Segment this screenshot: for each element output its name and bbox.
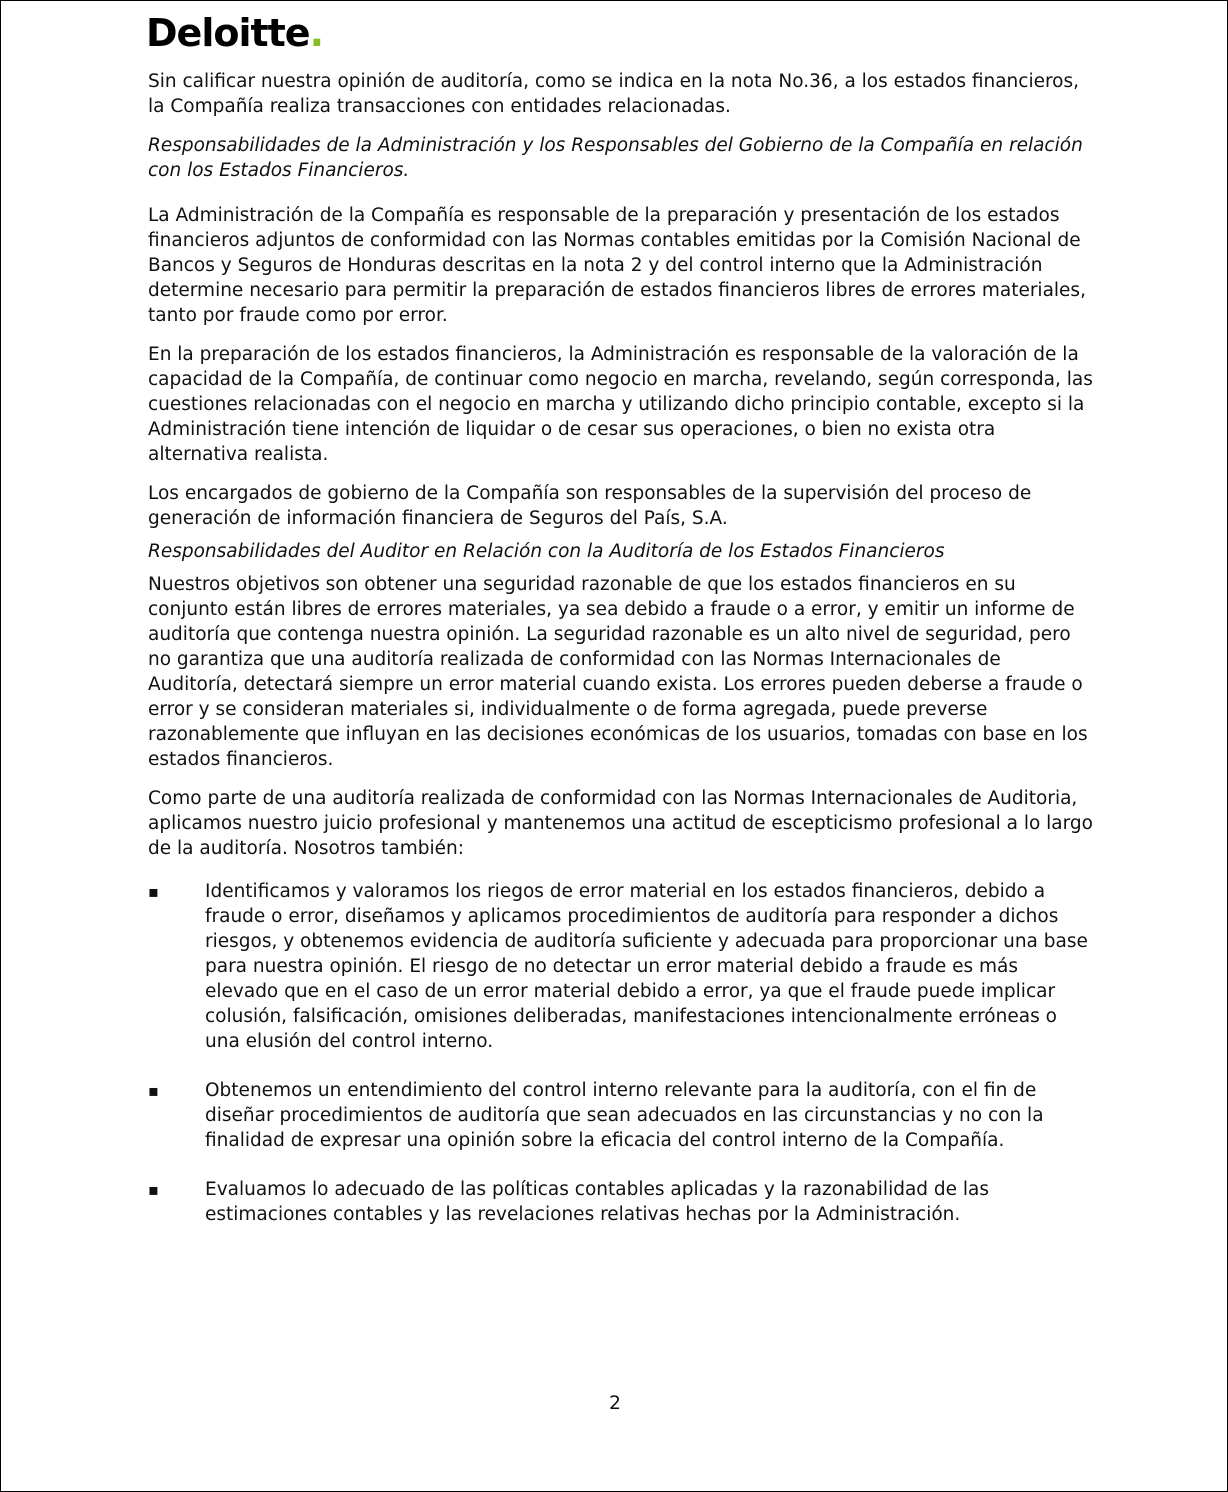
section-heading-auditor-responsibilities: Responsabilidades del Auditor en Relación con la Auditoría de los Estados Financieros — [148, 541, 945, 562]
deloitte-logo — [146, 9, 323, 57]
list-item-text: Obtenemos un entendimiento del control interno relevante para la auditoría, con el fin de diseñar procedimientos de auditoría que sean adecuados en las circunstancias y no con la finalidad de expresar una opinión sobre la eficacia del control interno de la Compañía. — [205, 1080, 1044, 1151]
logo-text: Deloitte — [146, 11, 310, 55]
document-body — [148, 69, 1093, 1251]
paragraph-professional-judgment: Como parte de una auditoría realizada de conformidad con las Normas Internacionales de Auditoria, aplicamos nuestro juicio profesional y mantenemos una actitud de escepticismo profesional a lo largo de la auditoría. Nosotros también: — [148, 788, 1093, 859]
list-item — [148, 879, 1093, 1054]
paragraph-governance: Los encargados de gobierno de la Compañía son responsables de la supervisión del proceso de generación de información financiera de Seguros del País, S.A. — [148, 483, 1032, 529]
bullet-marker: ▪ — [148, 882, 159, 901]
paragraph-objectives: Nuestros objetivos son obtener una seguridad razonable de que los estados financieros en su conjunto están libres de errores materiales, ya sea debido a fraude o a error, y emitir un informe de auditoría que contenga nuestra opinión. La seguridad razonable es un alto nivel de seguridad, pero no garantiza que una auditoría realizada de conformidad con las Normas Internacionales de Auditoría, detectará siempre un error material cuando exista. Los errores pueden deberse a fraude o error y se consideran materiales si, individualmente o de forma agregada, puede preverse razonablemente que influyan en las decisiones económicas de los usuarios, tomadas con base en los estados financieros. — [148, 574, 1088, 770]
bullet-marker: ▪ — [148, 1081, 159, 1100]
audit-procedures-list — [148, 879, 1093, 1227]
list-item — [148, 1078, 1093, 1153]
paragraph-going-concern: En la preparación de los estados financieros, la Administración es responsable de la valoración de la capacidad de la Compañía, de continuar como negocio en marcha, revelando, según corresponda, las cuestiones relacionadas con el negocio en marcha y utilizando dicho principio contable, excepto si la Administración tiene intención de liquidar o de cesar sus operaciones, o bien no exista otra alternativa realista. — [148, 344, 1093, 465]
list-item-text: Evaluamos lo adecuado de las políticas contables aplicadas y la razonabilidad de las estimaciones contables y las revelaciones relativas hechas por la Administración. — [205, 1179, 990, 1225]
list-item — [148, 1177, 1093, 1227]
page-number: 2 — [609, 1393, 621, 1414]
paragraph-related-entities: Sin calificar nuestra opinión de auditoría, como se indica en la nota No.36, a los estados financieros, la Compañía realiza transacciones con entidades relacionadas. — [148, 71, 1080, 117]
list-item-text: Identificamos y valoramos los riegos de error material en los estados financieros, debido a fraude o error, diseñamos y aplicamos procedimientos de auditoría para responder a dichos riesgos, y obtenemos evidencia de auditoría suficiente y adecuada para proporcionar una base para nuestra opinión. El riesgo de no detectar un error material debido a fraude es más elevado que en el caso de un error material debido a error, ya que el fraude puede implicar colusión, falsificación, omisiones deliberadas, manifestaciones intencionalmente erróneas o una elusión del control interno. — [205, 881, 1088, 1052]
bullet-marker: ▪ — [148, 1180, 159, 1199]
section-heading-management-responsibilities: Responsabilidades de la Administración y los Responsables del Gobierno de la Compañía en relación con los Estados Financieros. — [148, 135, 1083, 181]
logo-dot: . — [309, 11, 324, 55]
paragraph-management-responsibility: La Administración de la Compañía es responsable de la preparación y presentación de los estados financieros adjuntos de conformidad con las Normas contables emitidas por la Comisión Nacional de Bancos y Seguros de Honduras descritas en la nota 2 y del control interno que la Administración determine necesario para permitir la preparación de estados financieros libres de errores materiales, tanto por fraude como por error. — [148, 205, 1086, 326]
